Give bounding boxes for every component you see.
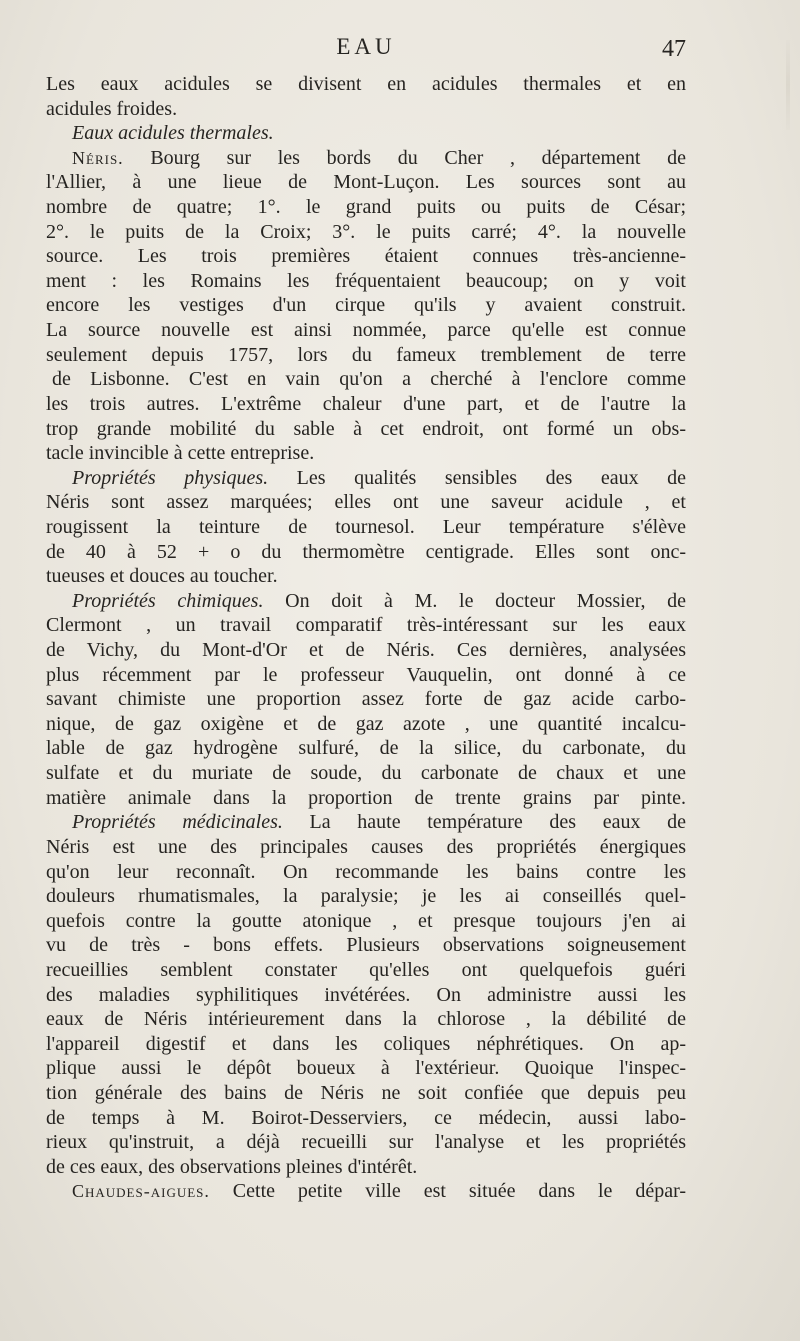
text-line bbox=[46, 663, 686, 688]
text-run: Clermont , un travail comparatif très-intéressant sur les eaux bbox=[46, 614, 686, 637]
text-line bbox=[46, 589, 686, 614]
text-run: plus récemment par le professeur Vauquelin, ont donné à ce bbox=[46, 663, 686, 686]
text-run: rougissent la teinture de tournesol. Leur température s'élève bbox=[46, 515, 686, 538]
text-run: douleurs rhumatismales, la paralysie; je les ai conseillés quel- bbox=[46, 885, 686, 908]
text-line bbox=[46, 1007, 686, 1032]
text-run: nique, de gaz oxigène et de gaz azote , une quantité incalcu- bbox=[46, 712, 686, 735]
text-line bbox=[46, 441, 686, 466]
text-line bbox=[46, 564, 686, 589]
text-run: l'appareil digestif et dans les coliques néphrétiques. On ap- bbox=[46, 1032, 686, 1055]
text-line bbox=[46, 835, 686, 860]
text-line bbox=[46, 1130, 686, 1155]
text-line bbox=[46, 1081, 686, 1106]
text-line bbox=[46, 343, 686, 368]
text-line bbox=[46, 515, 686, 540]
running-head bbox=[46, 32, 686, 66]
text-line bbox=[46, 466, 686, 491]
page-edge-shadow bbox=[786, 40, 790, 130]
text-line bbox=[46, 810, 686, 835]
text-line bbox=[46, 712, 686, 737]
text-run: plique aussi le dépôt boueux à l'extérieur. Quoique l'inspec- bbox=[46, 1057, 686, 1080]
text-line bbox=[46, 860, 686, 885]
small-caps-term: Chaudes-aigues. bbox=[72, 1181, 210, 1202]
text-line bbox=[46, 220, 686, 245]
text-line bbox=[46, 1056, 686, 1081]
text-run: Bourg sur les bords du Cher , département de bbox=[123, 146, 686, 169]
text-run: des maladies syphilitiques invétérées. On administre aussi les bbox=[46, 983, 686, 1006]
text-run: Les qualités sensibles des eaux de bbox=[268, 466, 686, 489]
text-run: les trois autres. L'extrême chaleur d'une part, et de l'autre la bbox=[46, 392, 686, 415]
text-line bbox=[46, 736, 686, 761]
text-run: qu'on leur reconnaît. On recommande les bains contre les bbox=[46, 860, 686, 883]
text-line bbox=[46, 121, 686, 146]
text-run: quefois contre la goutte atonique , et presque toujours j'en ai bbox=[46, 909, 686, 932]
text-line bbox=[46, 983, 686, 1008]
text-run: de Vichy, du Mont-d'Or et de Néris. Ces dernières, analysées bbox=[46, 639, 686, 662]
text-run: tion générale des bains de Néris ne soit confiée que depuis peu bbox=[46, 1081, 686, 1104]
small-caps-term: Néris. bbox=[72, 147, 124, 168]
text-run: encore les vestiges d'un cirque qu'ils y avaient construit. bbox=[46, 294, 686, 317]
italic-heading: Propriétés médicinales. bbox=[72, 811, 283, 834]
text-line bbox=[46, 146, 686, 171]
text-run: vu de très - bons effets. Plusieurs observations soigneusement bbox=[46, 934, 686, 957]
text-run: La source nouvelle est ainsi nommée, parce qu'elle est connue bbox=[46, 319, 686, 342]
text-line bbox=[46, 318, 686, 343]
text-run: lable de gaz hydrogène sulfuré, de la silice, du carbonate, du bbox=[46, 737, 686, 760]
text-line bbox=[46, 97, 686, 122]
text-line bbox=[46, 884, 686, 909]
italic-heading: Propriétés physiques. bbox=[72, 466, 269, 489]
text-line bbox=[46, 687, 686, 712]
text-line bbox=[46, 170, 686, 195]
text-run: tacle invincible à cette entreprise. bbox=[46, 442, 315, 465]
text-run: recueillies semblent constater qu'elles ont quelquefois guéri bbox=[46, 958, 686, 981]
text-run: La haute température des eaux de bbox=[282, 811, 686, 834]
text-line bbox=[46, 613, 686, 638]
text-line bbox=[46, 244, 686, 269]
text-run: trop grande mobilité du sable à cet endroit, ont formé un obs- bbox=[46, 417, 686, 440]
text-run: Les eaux acidules se divisent en acidules thermales et en bbox=[46, 73, 686, 95]
text-run: de ces eaux, des observations pleines d'intérêt. bbox=[46, 1155, 418, 1178]
italic-heading: Eaux acidules thermales. bbox=[72, 122, 274, 145]
text-run: source. Les trois premières étaient connues très-ancienne- bbox=[46, 245, 686, 268]
running-title: EAU bbox=[336, 34, 396, 59]
text-run: 2°. le puits de la Croix; 3°. le puits carré; 4°. la nouvelle bbox=[46, 220, 686, 243]
text-line bbox=[46, 1032, 686, 1057]
text-run: Néris sont assez marquées; elles ont une saveur acidule , et bbox=[46, 491, 686, 514]
text-line bbox=[46, 269, 686, 294]
text-run: tueuses et douces au toucher. bbox=[46, 565, 278, 588]
text-line bbox=[46, 367, 686, 392]
body-text bbox=[46, 72, 686, 1204]
page-number: 47 bbox=[662, 36, 686, 62]
text-run: ment : les Romains les fréquentaient beaucoup; on y voit bbox=[46, 269, 686, 292]
text-line bbox=[46, 72, 686, 97]
text-line bbox=[46, 195, 686, 220]
text-run: sulfate et du muriate de soude, du carbonate de chaux et une bbox=[46, 762, 686, 785]
text-run: de 40 à 52 + o du thermomètre centigrade. Elles sont onc- bbox=[46, 540, 686, 563]
text-line bbox=[46, 540, 686, 565]
text-line bbox=[46, 958, 686, 983]
text-run: seulement depuis 1757, lors du fameux tremblement de terre bbox=[46, 343, 686, 366]
text-line bbox=[46, 638, 686, 663]
text-line bbox=[46, 392, 686, 417]
text-line bbox=[46, 1179, 686, 1204]
text-run: Néris est une des principales causes des propriétés énergiques bbox=[46, 835, 686, 858]
text-run: savant chimiste une proportion assez forte de gaz acide carbo- bbox=[46, 688, 686, 711]
text-run: rieux qu'instruit, a déjà recueilli sur l'analyse et les propriétés bbox=[46, 1131, 686, 1154]
text-run: nombre de quatre; 1°. le grand puits ou puits de César; bbox=[46, 196, 686, 219]
text-line bbox=[46, 933, 686, 958]
text-line bbox=[46, 786, 686, 811]
text-run: de Lisbonne. C'est en vain qu'on a cherché à l'enclore comme bbox=[52, 368, 686, 391]
italic-heading: Propriétés chimiques. bbox=[72, 589, 264, 612]
text-line bbox=[46, 1106, 686, 1131]
text-line bbox=[46, 909, 686, 934]
text-line bbox=[46, 293, 686, 318]
text-line bbox=[46, 761, 686, 786]
text-run: Cette petite ville est située dans le dépar- bbox=[209, 1180, 686, 1203]
text-line bbox=[46, 1155, 686, 1180]
text-line bbox=[46, 417, 686, 442]
text-line bbox=[46, 490, 686, 515]
text-run: eaux de Néris intérieurement dans la chlorose , la débilité de bbox=[46, 1008, 686, 1031]
text-run: acidules froides. bbox=[46, 97, 178, 120]
text-run: de temps à M. Boirot-Desserviers, ce médecin, aussi labo- bbox=[46, 1106, 686, 1129]
text-run: matière animale dans la proportion de trente grains par pinte. bbox=[46, 786, 686, 809]
text-run: l'Allier, à une lieue de Mont-Luçon. Les sources sont au bbox=[46, 171, 686, 194]
text-run: On doit à M. le docteur Mossier, de bbox=[263, 589, 686, 612]
